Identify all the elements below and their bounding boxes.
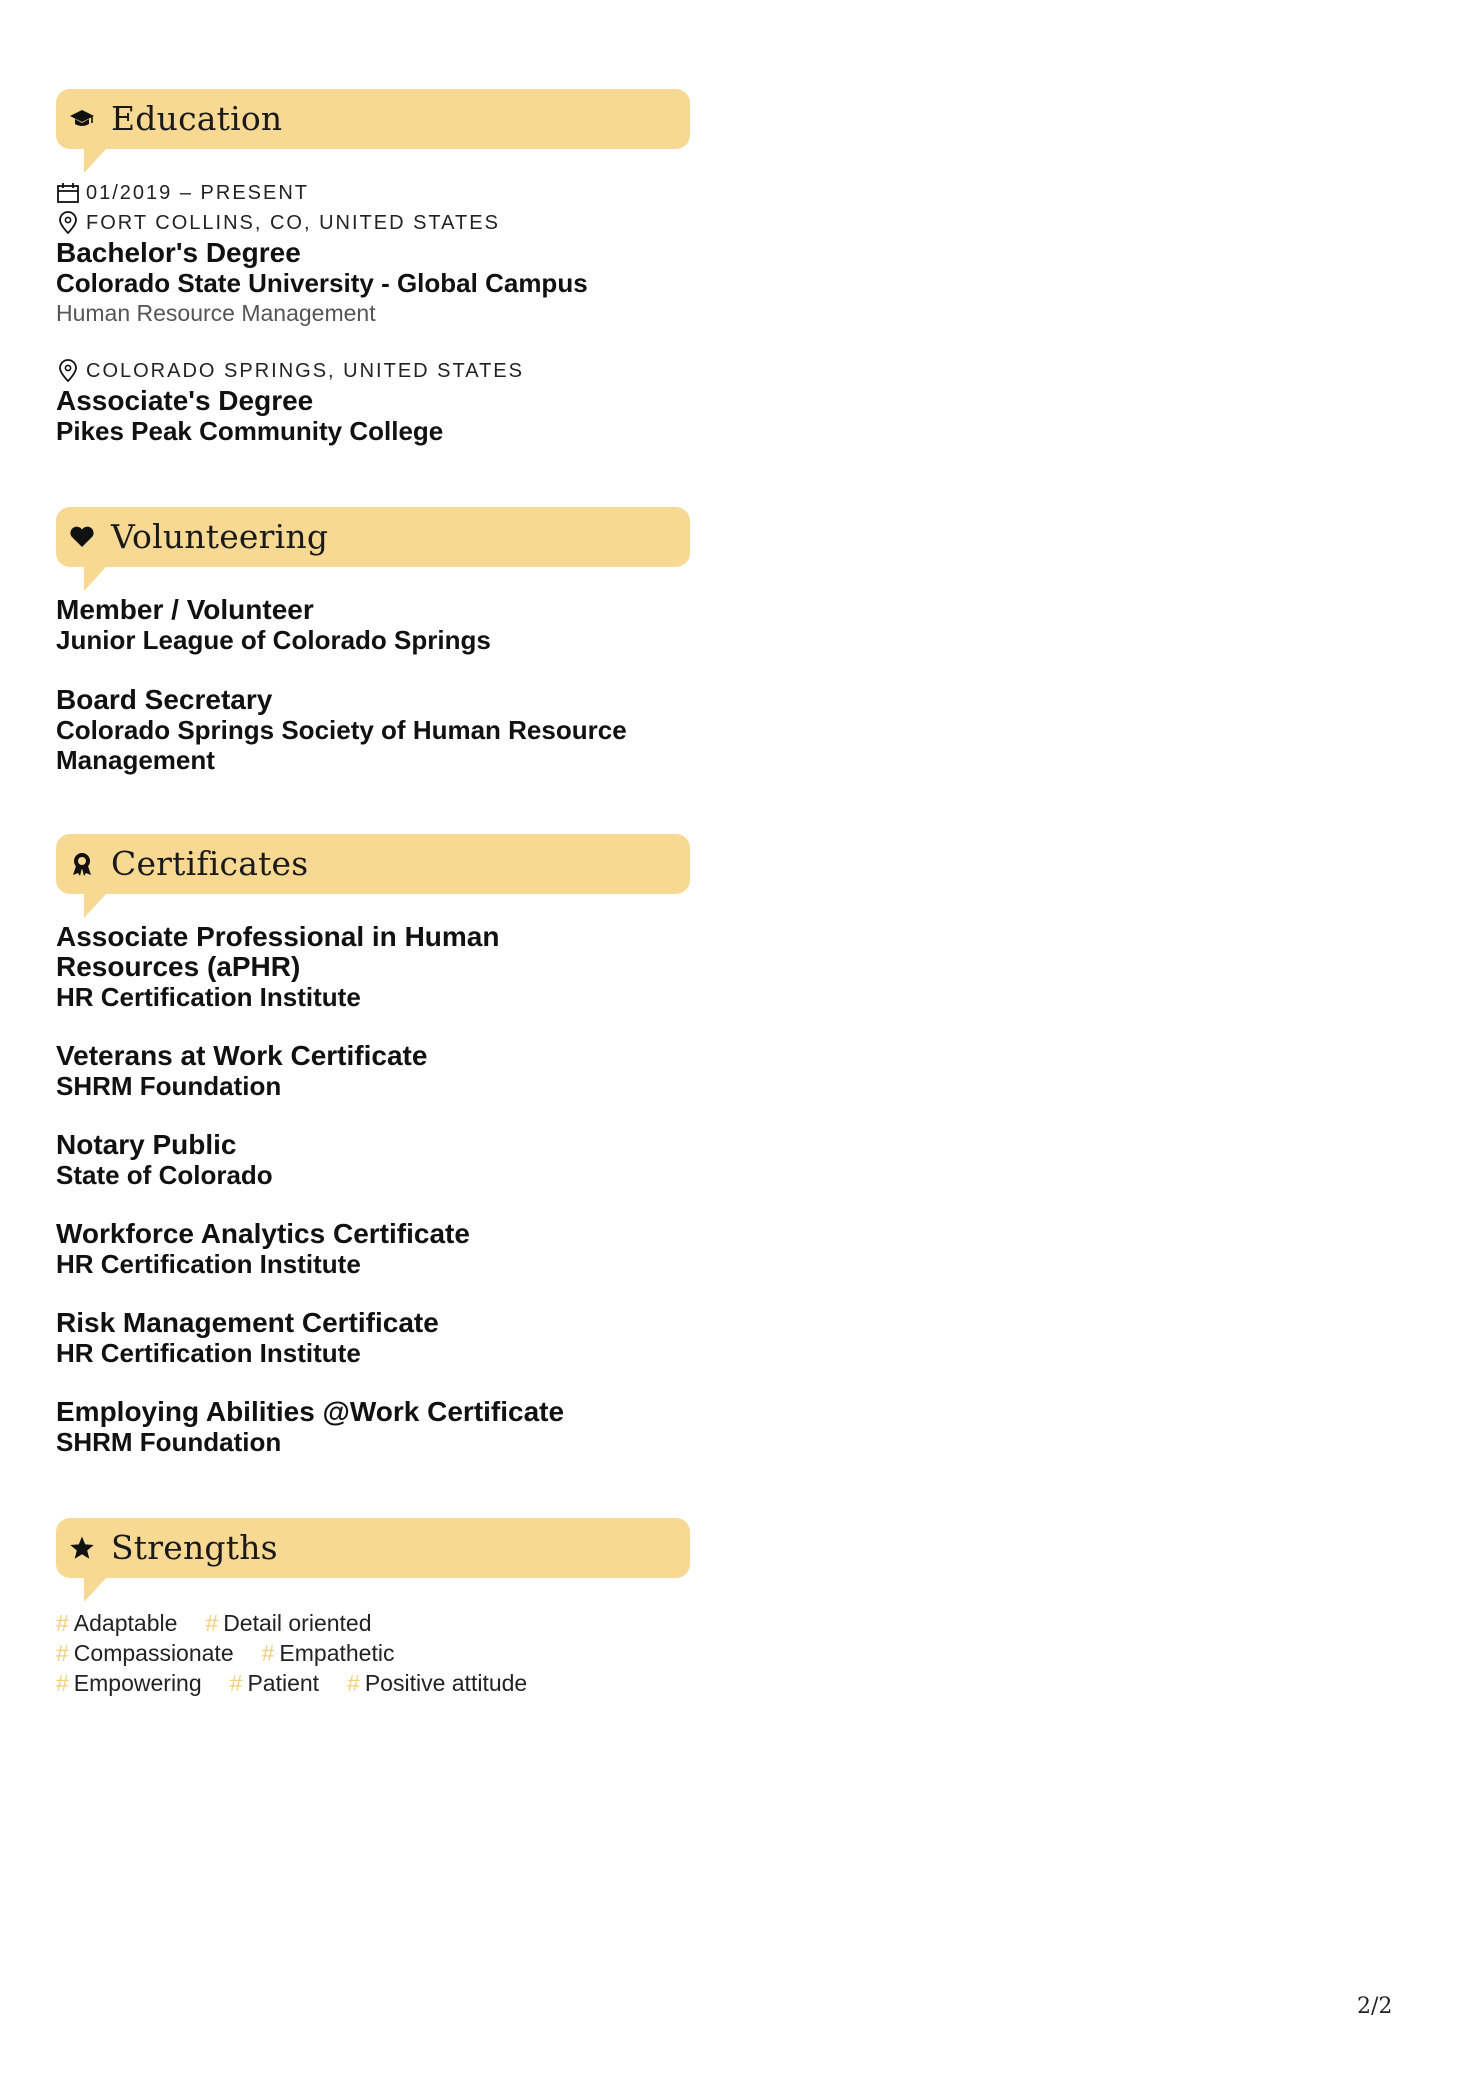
certificate-name: Veterans at Work Certificate [56, 1040, 428, 1071]
volunteer-role: Member / Volunteer [56, 594, 314, 625]
hash-icon: # [347, 1670, 360, 1696]
volunteer-organization: Colorado Springs Society of Human Resource Management [56, 715, 627, 775]
education-section [56, 89, 690, 149]
location-pin-icon [56, 359, 80, 383]
certificates-title: Certificates [111, 844, 309, 883]
hash-icon: # [56, 1640, 69, 1666]
certificate-entry [56, 1041, 696, 1101]
certificate-entry [56, 1219, 696, 1279]
graduation-cap-icon [68, 107, 96, 131]
certificate-entry [56, 1130, 696, 1190]
strength-label: Positive attitude [364, 1670, 528, 1696]
volunteering-header [56, 507, 690, 567]
certificate-issuer: State of Colorado [56, 1160, 273, 1190]
strength-row [56, 1668, 555, 1698]
education-location: FORT COLLINS, CO, UNITED STATES [86, 211, 500, 234]
school: Pikes Peak Community College [56, 416, 444, 446]
strength-tag [56, 1608, 177, 1638]
certificate-issuer: SHRM Foundation [56, 1427, 282, 1457]
certificate-entry [56, 1397, 696, 1457]
calendar-icon [56, 182, 80, 204]
hash-icon: # [261, 1640, 275, 1666]
date-row [56, 178, 696, 208]
certificate-name: Risk Management Certificate [56, 1307, 439, 1338]
strength-label: Detail oriented [223, 1610, 372, 1636]
volunteer-role: Board Secretary [56, 684, 273, 715]
certificate-name: Workforce Analytics Certificate [56, 1218, 470, 1249]
certificates-section [56, 834, 690, 894]
certificate-name: Employing Abilities @Work Certificate [56, 1396, 565, 1427]
strength-tag [56, 1668, 202, 1698]
volunteering-title: Volunteering [111, 517, 329, 556]
strength-tag [205, 1608, 371, 1638]
strength-label: Patient [247, 1670, 320, 1696]
strength-label: Empowering [73, 1670, 202, 1696]
strengths-title: Strengths [111, 1528, 278, 1567]
hash-icon: # [205, 1610, 219, 1636]
certificates-header [56, 834, 690, 894]
volunteering-entry [56, 595, 696, 655]
strength-label: Compassionate [73, 1640, 234, 1666]
strength-tag [56, 1638, 234, 1668]
hash-icon: # [229, 1670, 243, 1696]
degree: Associate's Degree [56, 385, 314, 416]
strength-row [56, 1608, 555, 1638]
volunteering-entry [56, 685, 696, 775]
field-of-study: Human Resource Management [56, 300, 376, 326]
volunteering-section [56, 507, 690, 567]
strengths-section [56, 1518, 690, 1578]
strength-tag [347, 1668, 527, 1698]
location-pin-icon [56, 211, 80, 235]
certificate-entry [56, 1308, 696, 1368]
strength-tag [262, 1638, 395, 1668]
volunteer-organization: Junior League of Colorado Springs [56, 625, 491, 655]
hash-icon: # [56, 1670, 69, 1696]
strength-label: Empathetic [279, 1640, 395, 1666]
hash-icon: # [56, 1610, 69, 1636]
certificate-name: Notary Public [56, 1129, 237, 1160]
education-title: Education [111, 99, 283, 138]
certificate-issuer: HR Certification Institute [56, 1338, 361, 1368]
page-number: 2/2 [1357, 1994, 1393, 2019]
education-entry [56, 356, 696, 446]
certificate-issuer: HR Certification Institute [56, 982, 361, 1012]
star-icon [68, 1536, 96, 1560]
degree: Bachelor's Degree [56, 237, 301, 268]
education-date: 01/2019 – PRESENT [86, 181, 309, 204]
education-entry [56, 178, 696, 328]
certificate-issuer: HR Certification Institute [56, 1249, 361, 1279]
certificate-entry [56, 922, 556, 1012]
strengths-header [56, 1518, 690, 1578]
education-location: COLORADO SPRINGS, UNITED STATES [86, 359, 524, 382]
school: Colorado State University - Global Campus [56, 268, 588, 298]
award-icon [68, 852, 96, 876]
location-row [56, 208, 696, 238]
location-row [56, 356, 696, 386]
certificate-name: Associate Professional in Human Resources (aPHR) [56, 921, 500, 982]
strength-label: Adaptable [73, 1610, 178, 1636]
certificate-issuer: SHRM Foundation [56, 1071, 282, 1101]
strength-tags [56, 1608, 555, 1698]
strength-row [56, 1638, 555, 1668]
education-header [56, 89, 690, 149]
strength-tag [230, 1668, 319, 1698]
heart-icon [68, 525, 96, 549]
